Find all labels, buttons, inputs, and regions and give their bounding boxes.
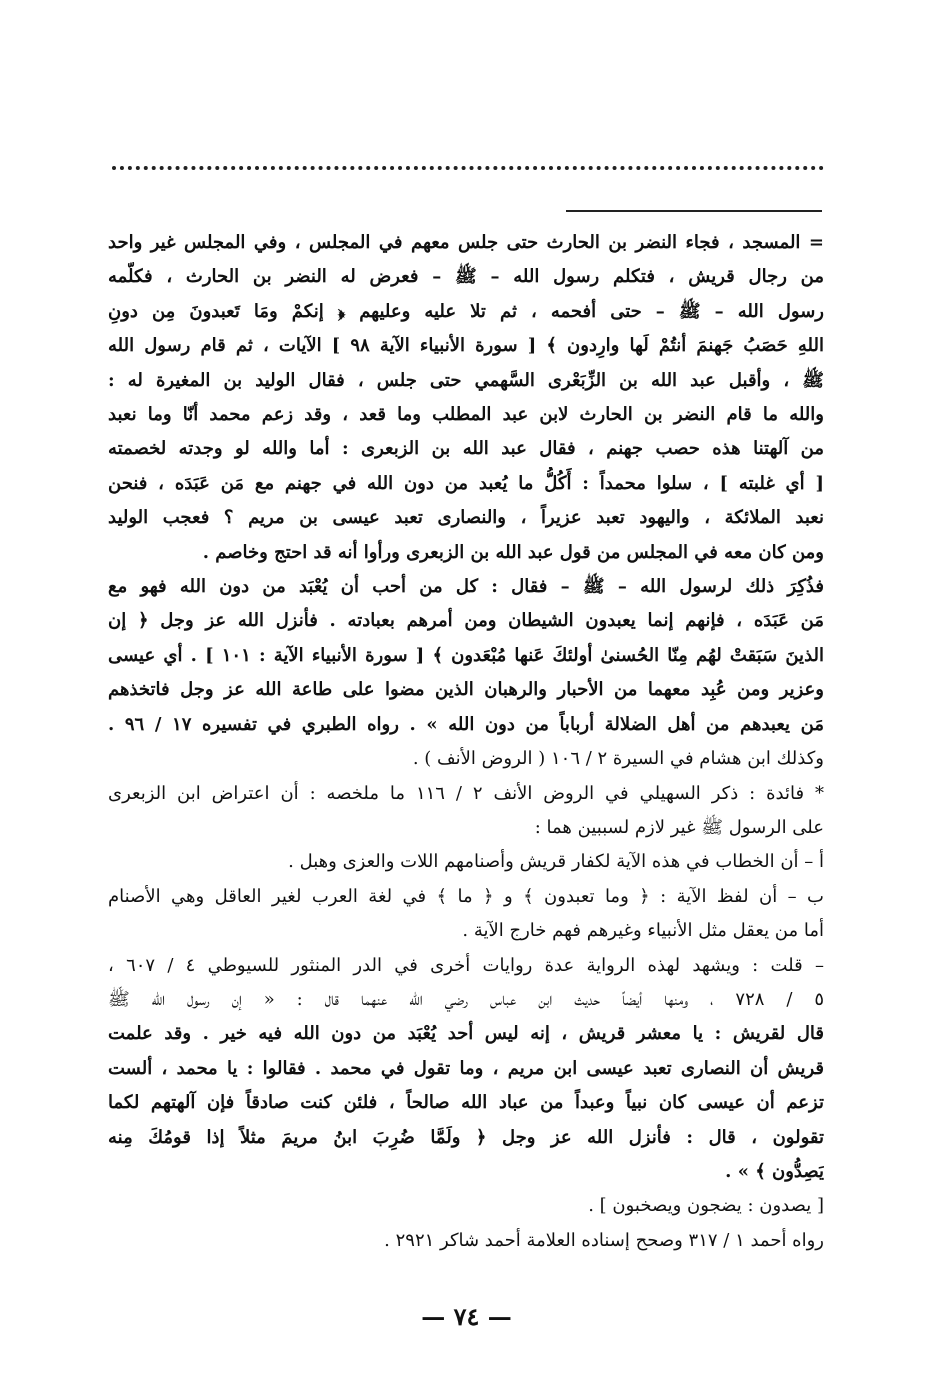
text-line-18: على الرسول ﷺ غير لازم لسببين هما : xyxy=(534,816,824,838)
header-dotted-rule xyxy=(112,166,824,170)
text-line-15: مَن يعبدهم من أهل الضلالة أرباباً من دون الله » . رواه الطبري في تفسيره ١٧ / ٩٦ . xyxy=(108,713,824,735)
text-line-17: * فائدة : ذكر السهيلي في الروض الأنف ٢ / ١١٦ ما ملخصه : أن اعتراض ابن الزبعرى xyxy=(108,782,824,804)
footnote-text-block xyxy=(108,226,824,1258)
text-line-24: قال لقريش : يا معشر قريش ، إنه ليس أحد يُعْبَد من دون الله فيه خير . وقد علمت xyxy=(108,1023,824,1045)
text-line-12: مَن عَبَدَه ، فإنهم إنما يعبدون الشيطان ومن أمرهم بعبادته . فأنزل الله عز وجل ﴿ إن xyxy=(108,610,824,632)
text-line-1: = المسجد ، فجاء النضر بن الحارث حتى جلس معهم في المجلس ، وفي المجلس غير واحد xyxy=(108,232,824,253)
text-line-26: تزعم أن عيسى كان نبياً وعبداً من عباد الله صالحاً ، فلئن كنت صادقاً فإن آلهتهم لكما xyxy=(108,1092,824,1114)
text-line-6: والله ما قام النضر بن الحارث لابن عبد المطلب وما قعد ، وقد زعم محمد أنّا وما نعبد xyxy=(108,404,824,426)
text-line-3: رسول الله – ﷺ – حتى أفحمه ، ثم تلا عليه وعليهم ﴿ إنكمْ ومَا تَعبدونَ مِن دونِ xyxy=(108,300,824,322)
text-line-11: فذُكِرَ ذلك لرسول الله – ﷺ – فقال : كل من أحب أن يُعْبَد من دون الله فهو مع xyxy=(108,576,824,598)
text-line-25: قريش أن النصارى تعبد عيسى ابن مريم ، وما تقول في محمد . فقالوا : يا محمد ، ألست xyxy=(108,1057,824,1079)
text-line-21: أما من يعقل مثل الأنبياء وغيرهم فهم خارج الآية . xyxy=(462,920,824,942)
text-line-29: [ يصدون : يضجون ويصخبون ] . xyxy=(588,1195,824,1217)
text-line-20: ب – أن لفظ الآية : ﴿ وما تعبدون ﴾ و ﴿ ما ﴾ في لغة العرب لغير العاقل وهي الأصنام xyxy=(108,885,824,907)
text-line-5: ﷺ ، وأقبل عبد الله بن الزِّبَعْرى السَّهمي حتى جلس ، فقال الوليد بن المغيرة له : xyxy=(108,369,824,391)
page-number: — ٧٤ — xyxy=(421,1302,512,1331)
text-line-9: نعبد الملائكة ، واليهود تعبد عزيراً ، والنصارى تعبد عيسى بن مريم ؟ فعجب الوليد xyxy=(108,507,824,529)
text-line-4: اللهِ حَصَبُ جَهنمَ أنتُمْ لَها وارِدون ﴾ [ سورة الأنبياء الآية ٩٨ ] الآيات ، ثم قام رسول الله xyxy=(108,335,824,357)
text-line-7: من آلهتنا هذه حصب جهنم ، فقال عبد الله بن الزبعرى : أما والله لو وجدته لخصمته xyxy=(108,438,824,460)
text-line-22: – قلت : ويشهد لهذه الرواية عدة روايات أخرى في الدر المنثور للسيوطي ٤ / ٦٠٧ ، xyxy=(108,954,824,976)
text-line-27: تقولون ، قال : فأنزل الله عز وجل ﴿ ولَمَّا ضُرِبَ ابنُ مريمَ مثلاً إذا قومُكَ مِنه xyxy=(108,1126,824,1148)
text-line-2: من رجال قريش ، فتكلم رسول الله – ﷺ – فعرض له النضر بن الحارث ، فكلّمه xyxy=(108,266,824,288)
footnote-separator-rule xyxy=(566,210,822,212)
text-line-16: وكذلك ابن هشام في السيرة ٢ / ١٠٦ ( الروض الأنف ) . xyxy=(412,748,824,770)
text-line-14: وعزير ومن عُبِد معهما من الأحبار والرهبان الذين مضوا على طاعة الله عز وجل فاتخذهم xyxy=(108,679,824,701)
text-line-28: يَصِدُّون ﴾ » . xyxy=(725,1160,824,1182)
text-line-10: ومن كان معه في المجلس من قول عبد الله بن الزبعرى ورأوا أنه قد احتج وخاصم . xyxy=(202,541,824,563)
text-line-13: الذينَ سَبَقتْ لهُم مِنّا الحُسنىٰ أولئكَ عَنها مُبْعَدون ﴾ [ سورة الأنبياء الآية : ١٠١ ] . أي عيسى xyxy=(108,644,824,666)
text-line-23: ٥ / ٧٢٨ ، ومنها أيضاً حديث ابن عباس رضي الله عنهما قال : « إن رسول الله ﷺ xyxy=(108,988,824,1010)
text-line-8: [ أي غلبته ] ، سلوا محمداً : أَكُلُّ ما يُعبد من دون الله في جهنم مع مَن عَبَدَه ، فنحن xyxy=(108,472,824,494)
text-line-19: أ – أن الخطاب في هذه الآية لكفار قريش وأصنامهم اللات والعزى وهبل . xyxy=(288,851,824,873)
text-line-30: رواه أحمد ١ / ٣١٧ وصحح إسناده العلامة أحمد شاكر ٢٩٢١ . xyxy=(384,1229,824,1251)
